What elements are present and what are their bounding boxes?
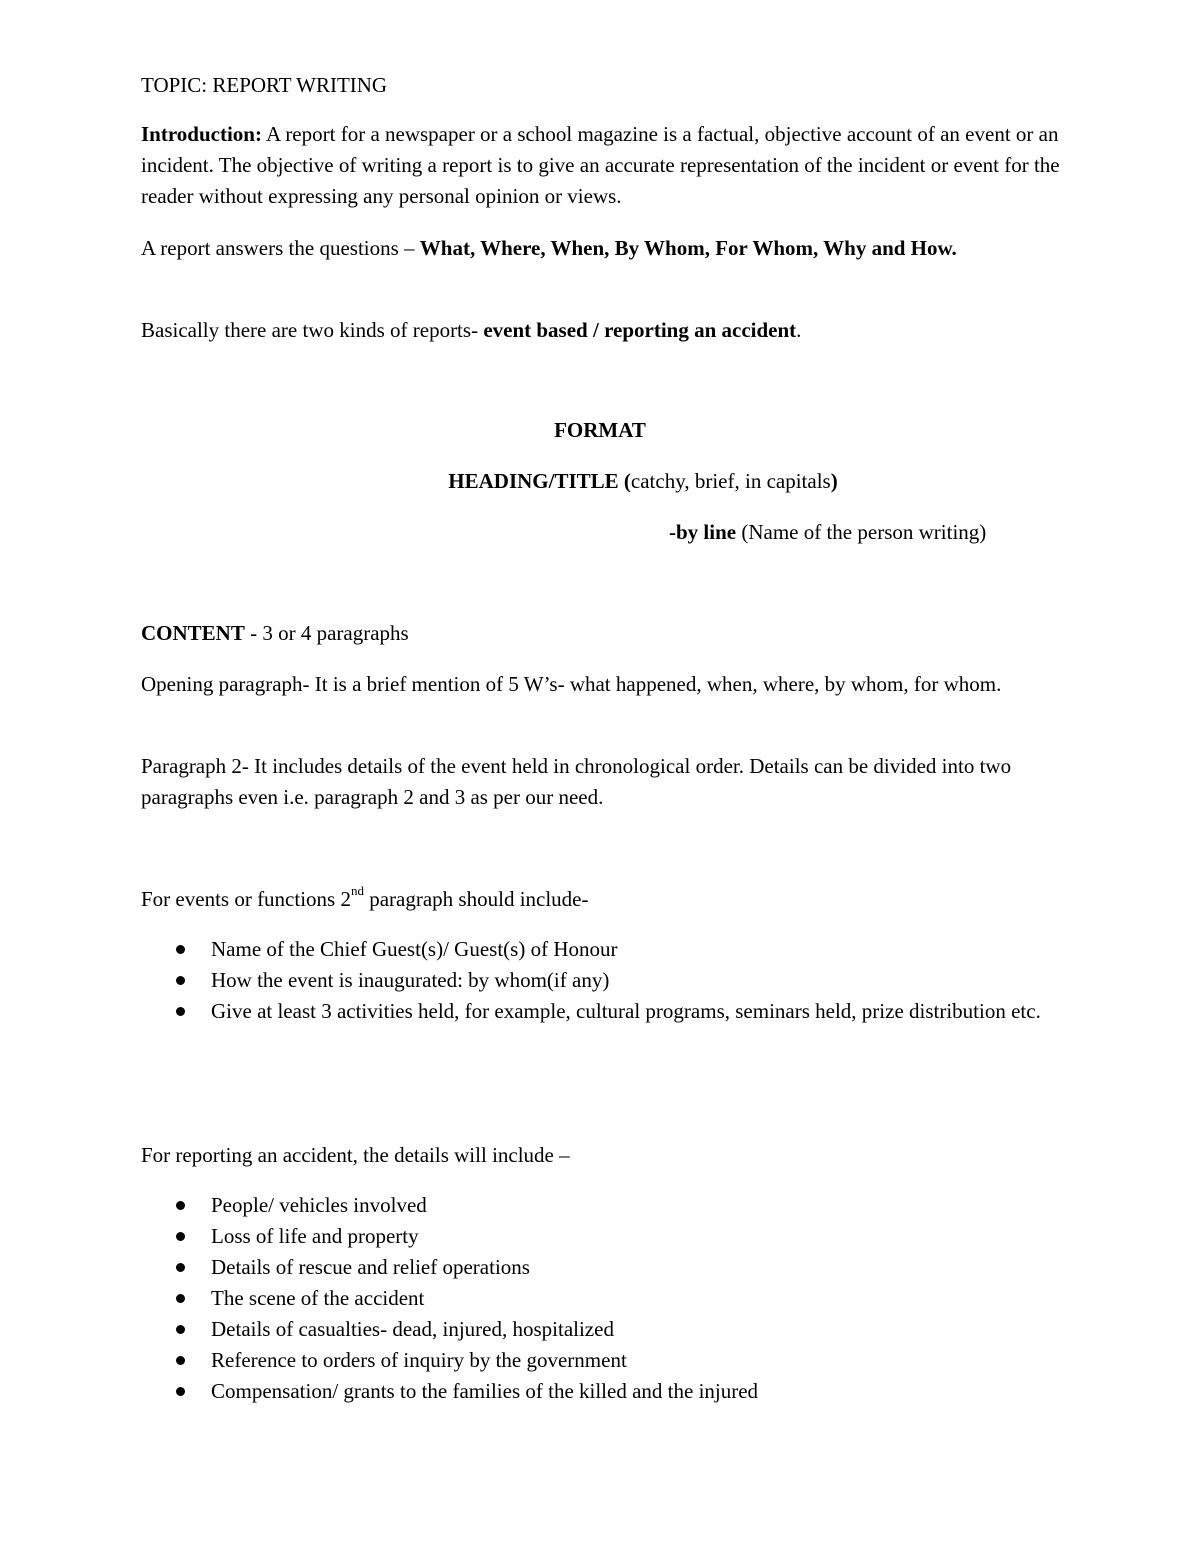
heading-title-note: catchy, brief, in capitals <box>630 469 831 493</box>
list-item-text: How the event is inaugurated: by whom(if any) <box>211 968 610 992</box>
list-item <box>141 1221 1041 1252</box>
events-intro-after: paragraph should include- <box>363 887 589 911</box>
bullet-icon <box>176 1263 185 1272</box>
bullet-icon <box>176 1232 185 1241</box>
topic-heading: TOPIC: REPORT WRITING <box>141 73 388 97</box>
list-item-text: Loss of life and property <box>211 1224 419 1248</box>
bullet-icon <box>176 1356 185 1365</box>
content-line <box>141 618 1061 649</box>
paragraph-2-description: Paragraph 2- It includes details of the event held in chronological order. Details can be divided into two paragraphs even i.e. paragraph 2 and 3 as per our need. <box>141 754 1012 809</box>
list-item-text: Compensation/ grants to the families of the killed and the injured <box>211 1379 759 1403</box>
introduction-label: Introduction: <box>141 122 262 146</box>
accident-intro: For reporting an accident, the details will include – <box>141 1143 570 1167</box>
questions-list: What, Where, When, By Whom, For Whom, Why and How. <box>419 236 957 260</box>
heading-title-close: ) <box>830 469 838 493</box>
byline-line <box>669 517 986 548</box>
list-item <box>141 1314 1041 1345</box>
byline-label: -by line <box>669 520 737 544</box>
list-item <box>141 1283 1041 1314</box>
opening-paragraph: Opening paragraph- It is a brief mention of 5 W’s- what happened, when, where, by whom, for whom. <box>141 672 1002 696</box>
list-item-text: Name of the Chief Guest(s)/ Guest(s) of Honour <box>211 937 618 961</box>
introduction-text: A report for a newspaper or a school magazine is a factual, objective account of an event or an incident. The objective of writing a report is to give an accurate representation of the incident or event for the reader without expressing any personal opinion or views. <box>141 122 1060 208</box>
bullet-icon <box>176 1325 185 1334</box>
list-item <box>141 965 1041 996</box>
bullet-icon <box>176 1387 185 1396</box>
accident-bullet-list <box>141 1190 1041 1407</box>
heading-title-label: HEADING/TITLE ( <box>448 469 631 493</box>
list-item-text: Give at least 3 activities held, for example, cultural programs, seminars held, prize distribution etc. <box>211 999 1041 1023</box>
bullet-icon <box>176 976 185 985</box>
questions-text: A report answers the questions – <box>141 236 420 260</box>
heading-title-line <box>0 466 1200 497</box>
format-title: FORMAT <box>554 418 646 442</box>
list-item-text: People/ vehicles involved <box>211 1193 427 1217</box>
list-item <box>141 1345 1041 1376</box>
list-item <box>141 1190 1041 1221</box>
report-kinds-end: . <box>796 318 802 342</box>
list-item <box>141 996 1041 1027</box>
bullet-icon <box>176 1201 185 1210</box>
list-item-text: The scene of the accident <box>211 1286 425 1310</box>
list-item-text: Details of casualties- dead, injured, hospitalized <box>211 1317 614 1341</box>
list-item <box>141 1252 1041 1283</box>
bullet-icon <box>176 945 185 954</box>
report-kinds-types: event based / reporting an accident <box>483 318 797 342</box>
events-intro-superscript: nd <box>350 883 364 898</box>
events-intro <box>141 884 1061 915</box>
byline-note: (Name of the person writing) <box>736 520 987 544</box>
list-item-text: Details of rescue and relief operations <box>211 1255 530 1279</box>
list-item-text: Reference to orders of inquiry by the government <box>211 1348 627 1372</box>
questions-paragraph <box>141 233 1061 264</box>
bullet-icon <box>176 1007 185 1016</box>
content-label: CONTENT <box>141 621 245 645</box>
list-item <box>141 1376 1041 1407</box>
report-kinds-paragraph <box>141 315 1061 346</box>
events-intro-before: For events or functions 2 <box>141 887 351 911</box>
report-kinds-text: Basically there are two kinds of reports- <box>141 318 484 342</box>
content-text: - 3 or 4 paragraphs <box>244 621 409 645</box>
introduction-paragraph <box>141 119 1061 212</box>
events-bullet-list <box>141 934 1041 1027</box>
bullet-icon <box>176 1294 185 1303</box>
list-item <box>141 934 1041 965</box>
